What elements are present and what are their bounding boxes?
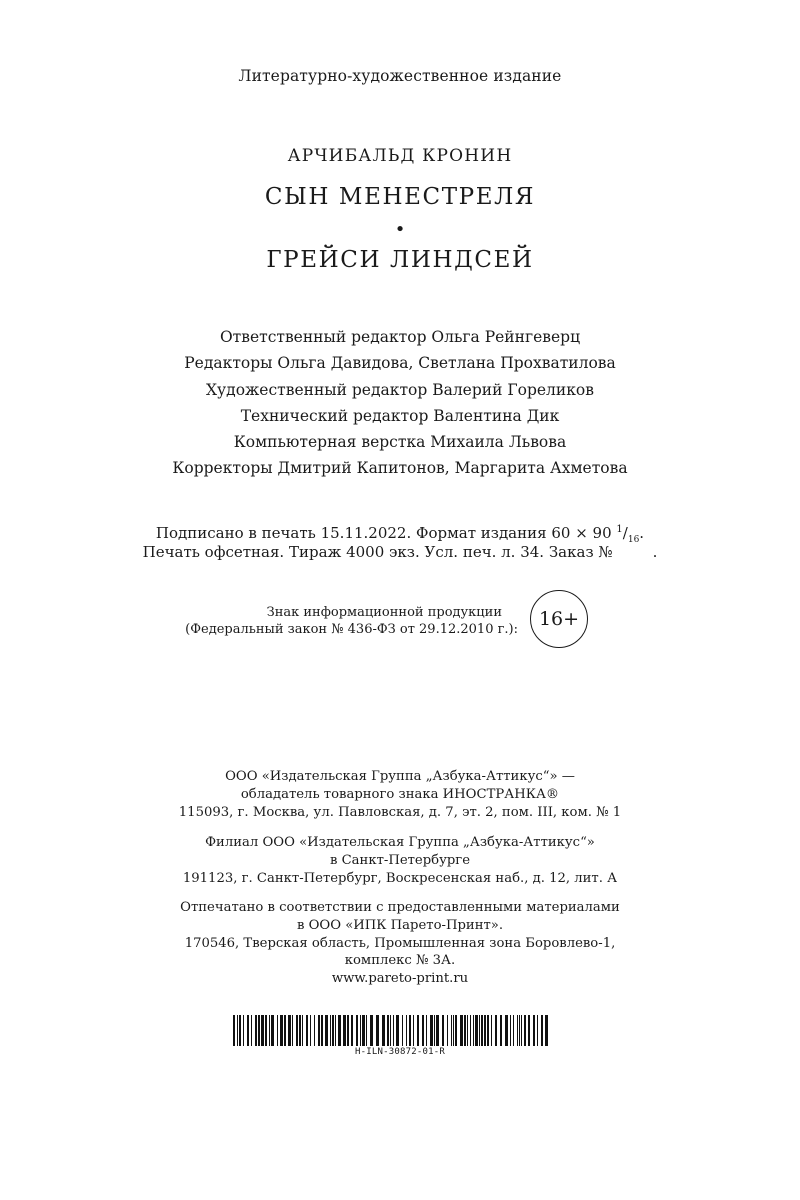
printer-line: Отпечатано в соответствии с предоставленными материалами — [180, 900, 620, 915]
credit-line: Компьютерная верстка Михаила Львова — [233, 433, 567, 452]
credit-line: Ответственный редактор Ольга Рейнгеверц — [219, 328, 581, 346]
print-info-line-1 — [0, 524, 800, 545]
title-separator: • — [394, 219, 406, 240]
credit-line: Корректоры Дмитрий Капитонов, Маргарита Ахметова — [172, 459, 628, 478]
printer-line: в ООО «ИПК Парето-Принт». — [296, 917, 504, 933]
book-title-1: СЫН МЕНЕСТРЕЛЯ — [264, 184, 536, 210]
publisher-line: ООО «Издательская Группа „Азбука-Аттикус“» — — [225, 769, 575, 784]
printer-website: www.pareto-print.ru — [331, 971, 469, 987]
info-sign-text — [160, 604, 530, 638]
publisher-line: обладатель товарного знака ИНОСТРАНКА® — [240, 786, 560, 802]
credits-list — [0, 324, 800, 482]
format-fraction: $^1/_{16}$. — [616, 524, 645, 545]
print-info-line-2 — [0, 543, 800, 561]
info-sign-line: (Федеральный закон № 436-ФЗ от 29.12.2010 г.): — [185, 622, 518, 637]
branch-line: 191123, г. Санкт-Петербург, Воскресенская наб., д. 12, лит. А — [182, 870, 618, 886]
printer-line: 170546, Тверская область, Промышленная зона Боровлево-1, — [184, 935, 616, 951]
branch-block — [0, 834, 800, 887]
age-rating-label: 16+ — [538, 608, 580, 630]
printer-line: комплекс № 3А. — [344, 953, 456, 969]
age-rating-badge — [530, 590, 588, 648]
fraction-denominator: 16 — [627, 535, 640, 545]
book-title-2: ГРЕЙСИ ЛИНДСЕЙ — [266, 247, 534, 273]
publisher-line: 115093, г. Москва, ул. Павловская, д. 7, эт. 2, пом. III, ком. № 1 — [178, 804, 622, 820]
credit-line: Редакторы Ольга Давидова, Светлана Прохватилова — [184, 354, 616, 373]
barcode-label: H-ILN-30872-01-R — [355, 1047, 445, 1057]
print-info-text: Подписано в печать 15.11.2022. Формат издания 60 × 90 — [155, 524, 617, 542]
publisher-block — [0, 768, 800, 821]
info-sign-line: Знак информационной продукции — [266, 605, 502, 620]
fraction-numerator: 1 — [616, 524, 623, 535]
credit-line: Технический редактор Валентина Дик — [240, 406, 560, 425]
branch-line: Филиал ООО «Издательская Группа „Азбука-Аттикус“» — [205, 835, 595, 850]
author-name: АРЧИБАЛЬД КРОНИН — [287, 146, 513, 166]
barcode — [233, 1015, 551, 1046]
edition-type: Литературно-художественное издание — [238, 67, 562, 85]
printer-block — [0, 899, 800, 988]
print-info-text: Печать офсетная. Тираж 4000 экз. Усл. печ. л. 34. Заказ № — [142, 543, 613, 561]
fraction-tail: . — [639, 524, 645, 542]
branch-line: в Санкт-Петербурге — [329, 852, 471, 868]
print-info-suffix: . — [652, 543, 658, 561]
credit-line: Художественный редактор Валерий Гореликов — [206, 380, 594, 399]
